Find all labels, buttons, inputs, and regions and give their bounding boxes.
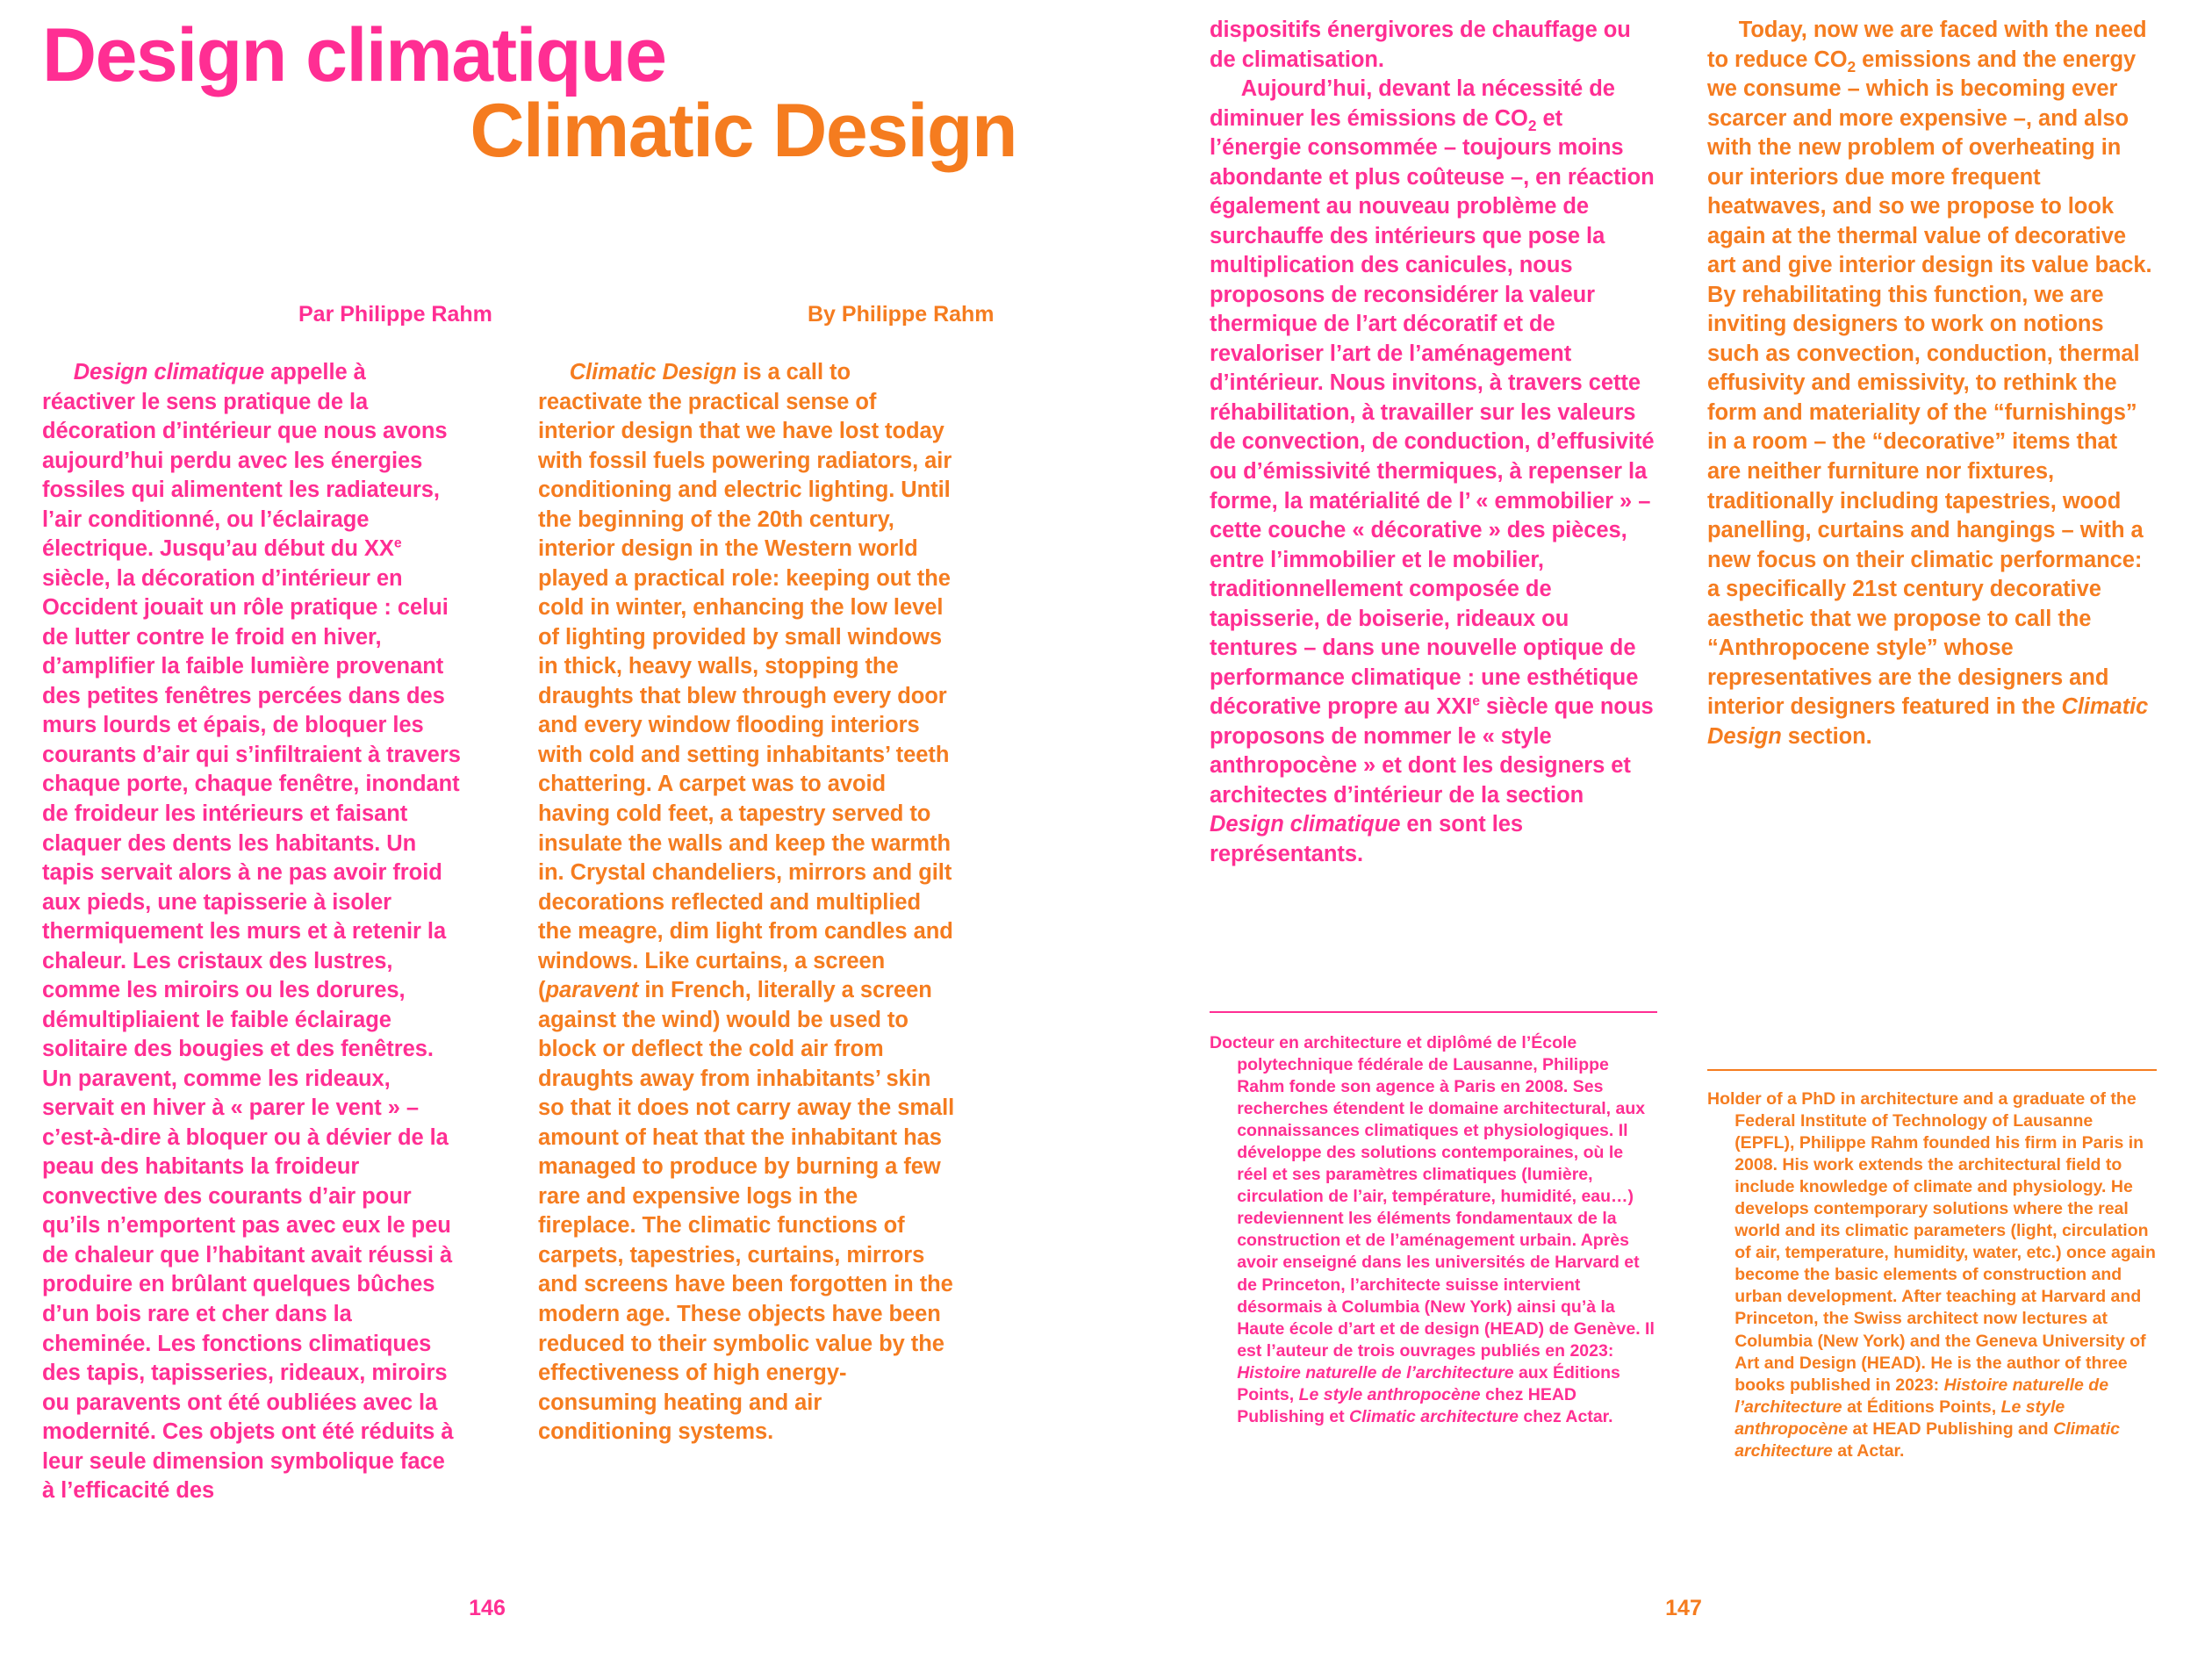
- paragraph-text-end: en sont les représentants.: [1210, 812, 1524, 866]
- bio-text-2: at Éditions Points,: [1842, 1397, 2001, 1417]
- paragraph-text-cont: emissions and the energy we consume – which is becoming ever scarcer and more expensive –, and also with the new problem of overheating in our interiors due more frequent heatwaves, and so we propose to look again at the thermal value of decorative art and give interior design its value back. By rehabilitating this function, we are inviting designers to work on notions such as convection, conduction, thermal effusivity and emissivity, to rethink the form and materiality of the “furnishings” in a room – the “decorative” items that are neither furniture nor fixtures, traditionally including tapestries, wood panelling, curtains and hangings – with a new focus on their climatic performance: a specifically 21st century decorative aesthetic that we propose to call the “Anthropocene style” whose representatives are the designers and interior designers featured in the: [1707, 47, 2152, 720]
- paragraph-text-cont2: siècle que nous proposons de nommer le « style anthropocène » et dont les designers et architectes d’intérieur de la section: [1210, 694, 1654, 808]
- book-title-2: Le style anthropocène: [1298, 1384, 1481, 1404]
- chemical-subscript: 2: [1527, 116, 1537, 134]
- paragraph-text-cont: siècle, la décoration d’intérieur en Occident jouait un rôle pratique : celui de lutter contre le froid en hiver, d’amplifier la faible lumière provenant des petites fenêtres percées dans des murs lourds et épais, de bloquer les courants d’air qui s’infiltraient à travers chaque porte, chaque fenêtre, inondant de froideur les intérieurs et faisant claquer des dents les habitants. Un tapis servait alors à ne pas avoir froid aux pieds, une tapisserie à isoler thermiquement les murs et à retenir la chaleur. Les cristaux des lustres, comme les miroirs ou les dorures, démultipliaient le faible éclairage solitaire des bougies et des fenêtres. Un paravent, comme les rideaux, servait en hiver à « parer le vent » – c’est-à-dire à bloquer ou à dévier de la peau des habitants la froideur convective des courants d’air pour qu’ils n’emportent pas avec eux le peu de chaleur que l’habitant avait réussi à produire en brûlant quelques bûches d’un bois rare et cher dans la cheminée. Les fonctions climatiques des tapis, tapisseries, rideaux, miroirs ou paravents ont été oubliées avec la modernité. Ces objets ont été réduits à leur seule dimension symbolique face à l’efficacité des: [42, 565, 461, 1504]
- book-title-1: Histoire naturelle de l’architecture: [1237, 1362, 1514, 1382]
- paragraph: [42, 358, 462, 1506]
- body-column-french-1: [42, 358, 462, 1506]
- paragraph-text: Today, now we are faced with the need to reduce CO: [1707, 18, 2147, 72]
- bio-text-3: at HEAD Publishing and: [1848, 1418, 2054, 1439]
- ordinal-superscript: e: [1472, 693, 1480, 709]
- page-title-french: Design climatique: [42, 13, 666, 97]
- bio-text-2: aux Éditions Points,: [1237, 1362, 1620, 1404]
- page-number-right: 147: [1665, 1596, 1702, 1620]
- paragraph: [1210, 75, 1657, 869]
- bio-text-3: chez HEAD Publishing et: [1237, 1384, 1577, 1426]
- paragraph: [538, 358, 958, 1447]
- bio-paragraph: [1707, 1088, 2157, 1462]
- paragraph-text: appelle à réactiver le sens pratique de la décoration d’intérieur que nous avons aujourd’hui perdu avec les énergies fossiles qui alimentent les radiateurs, l’air conditionné, ou l’éclairage électrique. Jusqu’au début du XX: [42, 360, 448, 562]
- paragraph-text-cont: in French, literally a screen against the wind) would be used to block or deflect the cold air from draughts away from inhabitants’ skin so that it does not carry away the small amount of heat that the inhabitant has managed to produce by burning a few rare and expensive logs in the fireplace. The climatic functions of carpets, tapestries, curtains, mirrors and screens have been forgotten in the modern age. These objects have been reduced to their symbolic value by the effectiveness of high energy-consuming heating and air conditioning systems.: [538, 978, 955, 1445]
- divider-rule-french: [1210, 1011, 1657, 1013]
- italic-term: Design climatique: [1210, 812, 1401, 837]
- paragraph-text-cont: et l’énergie consommée – toujours moins abondante et plus coûteuse –, en réaction également au nouveau problème de surchauffe des intérieurs que pose la multiplication des canicules, nous proposons de reconsidérer la valeur thermique de l’art décoratif et de revaloriser l’art de l’aménagement d’intérieur. Nous invitons, à travers cette réhabilitation, à travailler sur les valeurs de convection, de conduction, d’effusivité ou d’émissivité thermiques, à repenser la forme, la matérialité de l’ « emmobilier » – cette couche « décorative » des pièces, entre l’immobilier et le mobilier, traditionnellement composée de tapisserie, de boiserie, rideaux ou tentures – dans une nouvelle optique de performance climatique : une esthétique décorative propre au XXI: [1210, 105, 1655, 720]
- paragraph-text: dispositifs énergivores de chauffage ou de climatisation.: [1210, 18, 1631, 72]
- body-column-french-2: [1210, 16, 1657, 869]
- author-bio-english: [1707, 1088, 2157, 1462]
- italic-term: Climatic Design: [569, 360, 737, 384]
- body-column-english-1: [538, 358, 958, 1447]
- body-column-english-2: [1707, 16, 2157, 751]
- paragraph: [1707, 16, 2157, 751]
- divider-rule-english: [1707, 1069, 2157, 1071]
- bio-paragraph: [1210, 1032, 1657, 1428]
- ordinal-superscript: e: [393, 535, 402, 551]
- book-title-2: Le style anthropocène: [1734, 1397, 2065, 1439]
- bio-text-4: chez Actar.: [1518, 1406, 1613, 1426]
- title-block: [42, 13, 1016, 173]
- page-number-left: 146: [469, 1596, 506, 1620]
- italic-term: Climatic Design: [1707, 694, 2149, 749]
- italic-term-2: paravent: [545, 978, 639, 1003]
- book-title-3: Climatic architecture: [1349, 1406, 1519, 1426]
- italic-term: Design climatique: [73, 360, 265, 384]
- author-bio-french: [1210, 1032, 1657, 1428]
- paragraph: [1210, 16, 1657, 75]
- bio-text: Docteur en architecture et diplômé de l’École polytechnique fédérale de Lausanne, Philippe Rahm fonde son agence à Paris en 2008. Ses recherches étendent le domaine architectural, aux connaissances climatiques et physiologiques. Il développe des solutions contemporaines, où le réel et ses paramètres climatiques (lumière, circulation de l’air, température, humidité, eau…) redeviennent les éléments fondamentaux de la construction et de l’aménagement urbain. Après avoir enseigné dans les universités de Harvard et de Princeton, l’architecte suisse intervient désormais à Columbia (New York) ainsi qu’à la Haute école d’art et de design (HEAD) de Genève. Il est l’auteur de trois ouvrages publiés en 2023:: [1210, 1033, 1655, 1361]
- paragraph-text: Aujourd’hui, devant la nécessité de diminuer les émissions de CO: [1210, 76, 1615, 131]
- paragraph-text: is a call to reactivate the practical sense of interior design that we have lost today with fossil fuels powering radiators, air conditioning and electric lighting. Until the beginning of the 20th century, interior design in the Western world played a practical role: keeping out the cold in winter, enhancing the low level of lighting provided by small windows in thick, heavy walls, stopping the draughts that blew through every door and every window flooding interiors with cold and setting inhabitants’ teeth chattering. A carpet was to avoid having cold feet, a tapestry served to insulate the walls and keep the warmth in. Crystal chandeliers, mirrors and gilt decorations reflected and multiplied the meagre, dim light from candles and windows. Like curtains, a screen (: [538, 360, 953, 1003]
- paragraph-text-end: section.: [1781, 723, 1872, 749]
- book-title-3: Climatic architecture: [1734, 1418, 2120, 1461]
- page-title-english: Climatic Design: [470, 89, 1016, 173]
- bio-text: Holder of a PhD in architecture and a graduate of the Federal Institute of Technology of Lausanne (EPFL), Philippe Rahm founded his firm in Paris in 2008. His work extends the architectural field to include knowledge of climate and physiology. He develops contemporary solutions where the real world and its climatic parameters (light, circulation of air, temperature, humidity, water, etc.) once again become the basic elements of construction and urban development. After teaching at Harvard and Princeton, the Swiss architect now lectures at Columbia (New York) and the Geneva University of Art and Design (HEAD). He is the author of three books published in 2023:: [1707, 1089, 2156, 1395]
- book-title-1: Histoire naturelle de l’architecture: [1734, 1375, 2109, 1417]
- bio-text-4: at Actar.: [1832, 1440, 1905, 1461]
- chemical-subscript: 2: [1847, 57, 1856, 75]
- byline-french: Par Philippe Rahm: [298, 302, 492, 327]
- byline-english: By Philippe Rahm: [808, 302, 995, 327]
